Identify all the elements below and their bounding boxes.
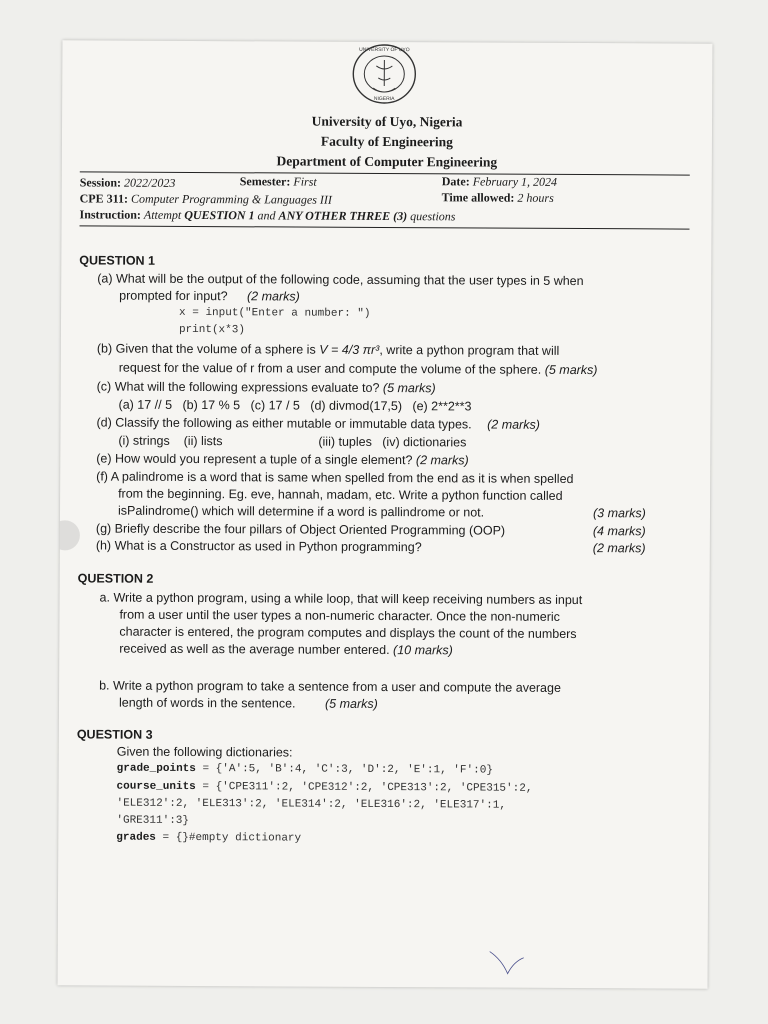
time-value: 2 hours xyxy=(517,190,554,205)
q1b-line1 xyxy=(97,341,560,357)
q2a-marks: (10 marks) xyxy=(393,643,453,658)
q1b-text-post: , write a python program that will xyxy=(379,342,560,358)
exam-paper xyxy=(58,40,713,988)
q1c-marks: (5 marks) xyxy=(382,380,436,396)
session-value: 2022/2023 xyxy=(124,175,176,190)
question-2-title: QUESTION 2 xyxy=(77,571,154,586)
q2a-line1: a. Write a python program, using a while loop, that will keep receiving numbers as input xyxy=(99,590,583,608)
q1f-line1: (f) A palindrome is a word that is same when spelled from the end as it is when spelled xyxy=(96,469,574,486)
faculty-name: Faculty of Engineering xyxy=(320,133,453,150)
question-1-title: QUESTION 1 xyxy=(79,253,156,268)
q1e-marks: (2 marks) xyxy=(415,453,469,468)
question-3-title: QUESTION 3 xyxy=(76,727,153,742)
q3-course-units-name: course_units xyxy=(116,780,196,794)
q3-course-units-line3: 'GRE311':3} xyxy=(116,814,190,827)
course-label: CPE 311: xyxy=(79,191,129,206)
q3-course-units xyxy=(117,781,533,795)
q2b-line1: b. Write a python program to take a sentence from a user and compute the average xyxy=(99,678,561,695)
q1b-marks: (5 marks) xyxy=(544,362,598,378)
time-label: Time allowed: xyxy=(441,190,515,205)
q1b-text-2: request for the value of r from a user and compute the volume of the sphere. xyxy=(118,360,542,377)
paper-smudge xyxy=(58,520,80,550)
q2a-line3: character is entered, the program computes and displays the count of the numbers xyxy=(119,624,577,642)
q3-course-units-line2: 'ELE312':2, 'ELE313':2, 'ELE314':2, 'ELE316':2, 'ELE317':1, xyxy=(116,797,506,812)
instruction-and: and xyxy=(257,208,276,223)
q3-grade-points-name: grade_points xyxy=(116,762,196,776)
q2b-line2 xyxy=(119,696,378,711)
q2a-line4 xyxy=(119,642,453,658)
q2a-text-4: received as well as the average number entered. xyxy=(119,641,390,658)
university-seal-icon xyxy=(349,42,419,106)
q1b-text-pre: (b) Given that the volume of a sphere is xyxy=(96,341,316,357)
q1f-marks: (3 marks) xyxy=(592,506,646,521)
q1h-marks: (2 marks) xyxy=(592,541,646,556)
q1a-marks: (2 marks) xyxy=(246,289,300,304)
q1h-line: (h) What is a Constructor as used in Python programming? xyxy=(95,538,422,555)
semester-label: Semester: xyxy=(239,174,291,189)
q3-grade-points-value: = {'A':5, 'B':4, 'C':3, 'D':2, 'E':1, 'F':0} xyxy=(195,763,493,777)
svg-text:UNIVERSITY OF UYO: UNIVERSITY OF UYO xyxy=(359,46,410,54)
q1g-marks: (4 marks) xyxy=(592,524,646,539)
q1a-prompt: prompted for input? xyxy=(119,288,228,304)
q1b-line2 xyxy=(119,361,598,378)
q1d-line xyxy=(96,415,540,431)
q3-course-units-value: = {'CPE311':2, 'CPE312':2, 'CPE313':2, 'CPE315':2, xyxy=(195,781,533,795)
instruction-question: QUESTION 1 xyxy=(184,207,255,223)
q1b-formula: V = 4/3 πr³ xyxy=(319,342,380,357)
q3-grade-points xyxy=(117,763,493,777)
q1e-line xyxy=(96,451,468,467)
date-label: Date: xyxy=(441,174,470,189)
q1d-text: (d) Classify the following as either mutable or immutable data types. xyxy=(96,415,472,432)
q1c-line xyxy=(97,379,436,395)
department-name: Department of Computer Engineering xyxy=(276,153,498,170)
q1d-marks: (2 marks) xyxy=(487,417,540,432)
q1d-items-1: (i) strings (ii) lists xyxy=(118,433,223,449)
instruction-divider xyxy=(80,225,690,229)
university-name: University of Uyo, Nigeria xyxy=(311,113,463,130)
instruction-line xyxy=(80,207,456,224)
instruction-post: questions xyxy=(410,209,456,224)
q1f-line2: from the beginning. Eg. eve, hannah, madam, etc. Write a python function called xyxy=(118,486,563,503)
q2a-line2: from a user until the user types a non-numeric character. Once the non-numeric xyxy=(119,607,561,624)
q1a-code-line1: x = input("Enter a number: ") xyxy=(179,306,371,320)
semester-line xyxy=(240,174,317,189)
session-label: Session: xyxy=(79,175,122,190)
semester-value: First xyxy=(293,174,317,189)
q3-grades-value: = {}#empty dictionary xyxy=(155,831,302,845)
q1d-items-2: (iii) tuples (iv) dictionaries xyxy=(318,434,467,450)
course-line xyxy=(80,191,332,207)
q1a-code-line2: print(x*3) xyxy=(178,323,246,337)
q1g-line: (g) Briefly describe the four pillars of Object Oriented Programming (OOP) xyxy=(95,521,506,538)
q1e-text: (e) How would you represent a tuple of a single element? xyxy=(96,451,413,468)
q2b-marks: (5 marks) xyxy=(324,696,378,711)
date-line xyxy=(442,174,557,190)
instruction-pre: Attempt xyxy=(143,207,182,222)
session-line xyxy=(80,175,176,191)
q1a-line1: (a) What will be the output of the following code, assuming that the user types in 5 when xyxy=(97,271,584,289)
instruction-other: ANY OTHER THREE (3) xyxy=(278,208,408,224)
q3-grades xyxy=(116,832,301,845)
q1c-items: (a) 17 // 5 (b) 17 % 5 (c) 17 / 5 (d) divmod(17,5) (e) 2**2**3 xyxy=(118,397,472,414)
date-value: February 1, 2024 xyxy=(472,174,558,189)
instruction-label: Instruction: xyxy=(79,207,141,222)
pen-mark-icon xyxy=(488,948,528,978)
q2b-text-2: length of words in the sentence. xyxy=(118,695,296,711)
q1c-text: (c) What will the following expressions evaluate to? xyxy=(96,379,380,395)
time-line xyxy=(442,190,554,206)
q1f-line3: isPalindrome() which will determine if a word is pallindrome or not. xyxy=(117,503,485,520)
q1a-line2 xyxy=(119,289,300,304)
q3-intro: Given the following dictionaries: xyxy=(116,744,293,760)
course-value: Computer Programming & Languages III xyxy=(130,191,332,207)
svg-text:NIGERIA: NIGERIA xyxy=(373,95,395,103)
q3-grades-name: grades xyxy=(116,831,156,844)
